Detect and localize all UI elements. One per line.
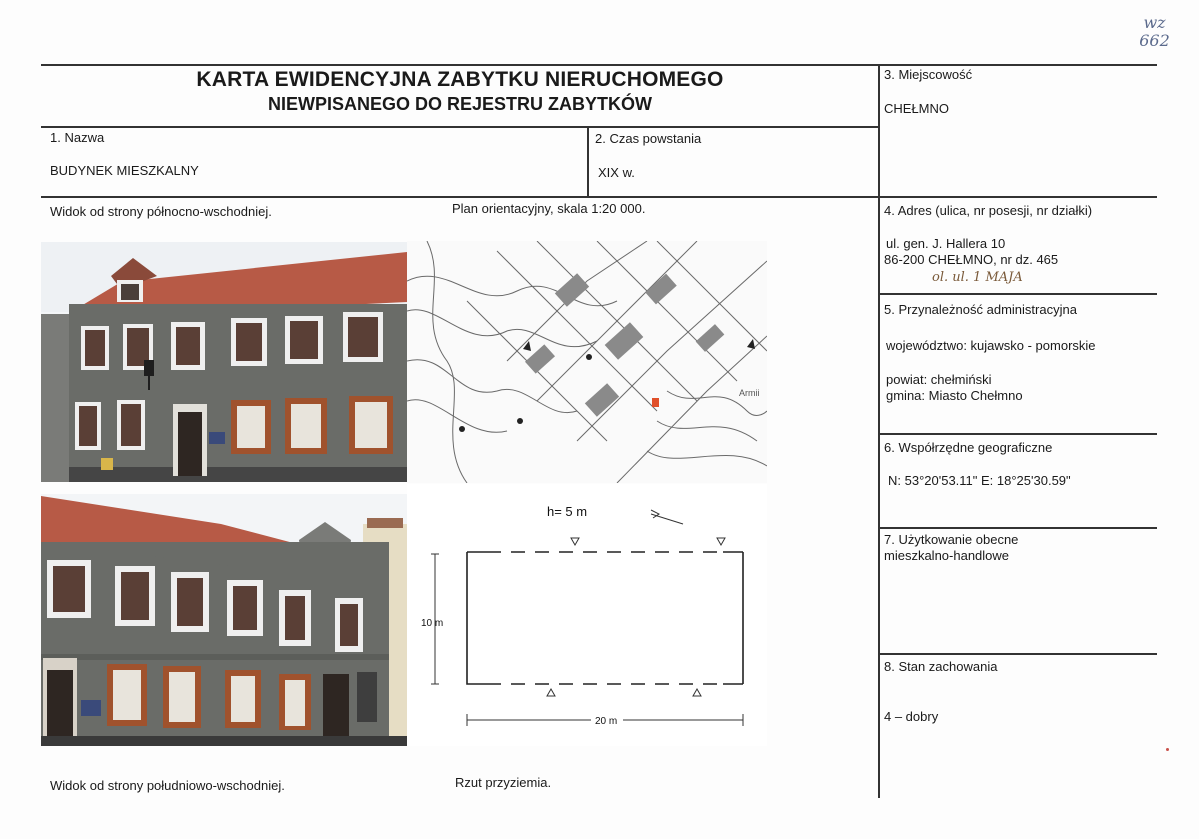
field-stan-value: 4 – dobry	[884, 709, 939, 724]
rule-top	[41, 64, 1157, 66]
field-nazwa-label: 1. Nazwa	[50, 130, 105, 145]
field-adres-label: 4. Adres (ulica, nr posesji, nr działki)	[884, 203, 1093, 218]
rule-s5	[878, 293, 1157, 295]
floor-plan-height: h= 5 m	[547, 504, 588, 519]
floor-plan-outline	[467, 552, 743, 684]
field-wspolrzedne-label: 6. Współrzędne geograficzne	[884, 440, 1053, 455]
floor-plan-width: 20 m	[595, 716, 618, 727]
field-adres-handwritten: ol. ul. 1 MAJA	[932, 270, 1023, 285]
map-label: Armii	[739, 388, 760, 398]
orientation-map	[407, 241, 767, 483]
caption-view-southeast: Widok od strony południowo-wschodniej.	[50, 778, 285, 793]
floor-plan	[407, 484, 767, 746]
floor-plan-depth: 10 m	[421, 618, 444, 629]
rule-col-divider	[878, 64, 880, 798]
field-wojewodztwo: województwo: kujawsko - pomorskie	[886, 338, 1096, 353]
floor-plan-window-openings	[487, 552, 723, 684]
field-czas-value: XIX w.	[598, 165, 635, 180]
field-powiat: powiat: chełmiński	[886, 372, 992, 387]
corner-note-line1: wz	[1143, 13, 1166, 32]
field-uzytkowanie-value: mieszkalno-handlowe	[884, 548, 1010, 563]
card-subtitle: NIEWPISANEGO DO REJESTRU ZABYTKÓW	[267, 94, 653, 114]
corner-note	[1132, 14, 1177, 50]
card-title: KARTA EWIDENCYJNA ZABYTKU NIERUCHOMEGO	[196, 68, 724, 91]
rule-s8	[878, 653, 1157, 655]
caption-floor-plan: Rzut przyziemia.	[455, 775, 552, 790]
field-miejscowosc-label: 3. Miejscowość	[884, 67, 973, 82]
rule-fields-bottom	[41, 196, 1157, 198]
caption-plan: Plan orientacyjny, skala 1:20 000.	[452, 201, 646, 216]
photo-northeast-facade	[41, 242, 407, 482]
stray-mark	[1166, 748, 1169, 751]
rule-s6	[878, 433, 1157, 435]
map-location-marker	[652, 398, 659, 407]
field-czas-label: 2. Czas powstania	[595, 131, 702, 146]
field-stan-label: 8. Stan zachowania	[884, 659, 998, 674]
north-arrow-icon	[651, 514, 683, 524]
photo-southeast-facade	[41, 494, 407, 746]
field-nazwa-value: BUDYNEK MIESZKALNY	[50, 163, 199, 178]
field-adres-line2: 86-200 CHEŁMNO, nr dz. 465	[884, 252, 1059, 267]
rule-header-bottom	[41, 126, 878, 128]
field-adres-line1: ul. gen. J. Hallera 10	[886, 236, 1006, 251]
field-wspolrzedne-value: N: 53°20'53.11" E: 18°25'30.59"	[888, 473, 1071, 488]
rule-name-divider	[587, 126, 589, 196]
field-miejscowosc-value: CHEŁMNO	[884, 101, 950, 116]
rule-s7	[878, 527, 1157, 529]
field-przynaleznosc-label: 5. Przynależność administracyjna	[884, 302, 1077, 317]
field-uzytkowanie-label: 7. Użytkowanie obecne	[884, 532, 1019, 547]
corner-note-line2: 662	[1139, 31, 1170, 50]
map-graphic	[407, 241, 767, 483]
field-gmina: gmina: Miasto Chełmno	[886, 388, 1023, 403]
caption-view-northeast: Widok od strony północno-wschodniej.	[50, 204, 272, 219]
